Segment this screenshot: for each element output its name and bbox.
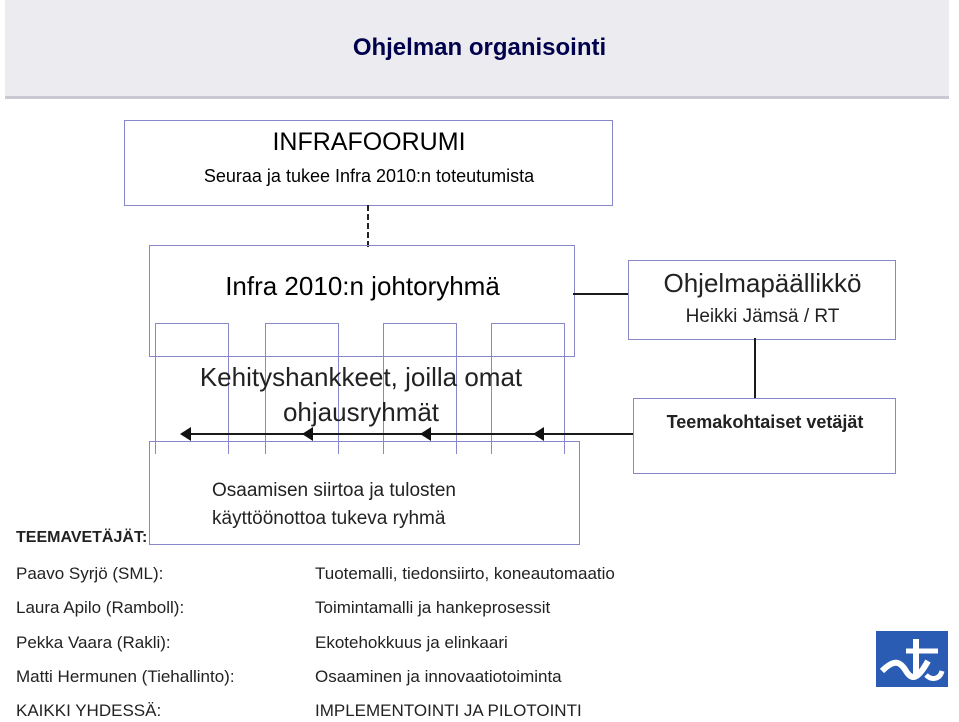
ohjelmapaallikko-name: Heikki Jämsä / RT [685,306,840,327]
connector-vertical [754,338,756,399]
arrowhead-1 [180,427,191,441]
connector-johtoryhma-ohjelmapaallikko [573,293,628,295]
teemavetajat-heading: TEEMAVETÄJÄT: [16,529,148,546]
infrafoorumi-heading: INFRAFOORUMI [272,128,466,156]
arrow-line [184,433,633,435]
osaamisen-line2: käyttöönottoa tukeva ryhmä [212,508,446,529]
page-title: Ohjelman organisointi [352,34,607,61]
johtoryhma-heading: Infra 2010:n johtoryhmä [225,271,500,301]
theme-4: Osaaminen ja innovaatiotoiminta [315,667,562,686]
infrafoorumi-subtitle: Seuraa ja tukee Infra 2010:n toteutumista [203,166,535,186]
theme-2: Toimintamalli ja hankeprosessit [315,598,551,617]
teemakohtaiset-box [633,398,896,474]
teemakohtaiset-label: Teemakohtaiset vetäjät [666,412,864,432]
rt-logo-icon [876,631,948,687]
theme-5: IMPLEMENTOINTI JA PILOTOINTI [315,701,582,720]
arrowhead-4 [533,427,544,441]
person-1: Paavo Syrjö (SML): [16,564,164,583]
kehityshankkeet-line2: ohjausryhmät [282,397,440,427]
person-4: Matti Hermunen (Tiehallinto): [16,667,235,686]
theme-3: Ekotehokkuus ja elinkaari [315,633,508,652]
dashed-connector [367,205,369,247]
person-3: Pekka Vaara (Rakli): [16,633,171,652]
theme-1: Tuotemalli, tiedonsiirto, koneautomaatio [315,564,615,583]
person-5: KAIKKI YHDESSÄ: [16,701,162,720]
ohjelmapaallikko-heading: Ohjelmapäällikkö [663,268,862,298]
kehityshankkeet-line1: Kehityshankkeet, joilla omat [199,362,523,392]
person-2: Laura Apilo (Ramboll): [16,598,185,617]
osaamisen-line1: Osaamisen siirtoa ja tulosten [212,480,456,501]
arrowhead-3 [420,427,431,441]
arrowhead-2 [302,427,313,441]
